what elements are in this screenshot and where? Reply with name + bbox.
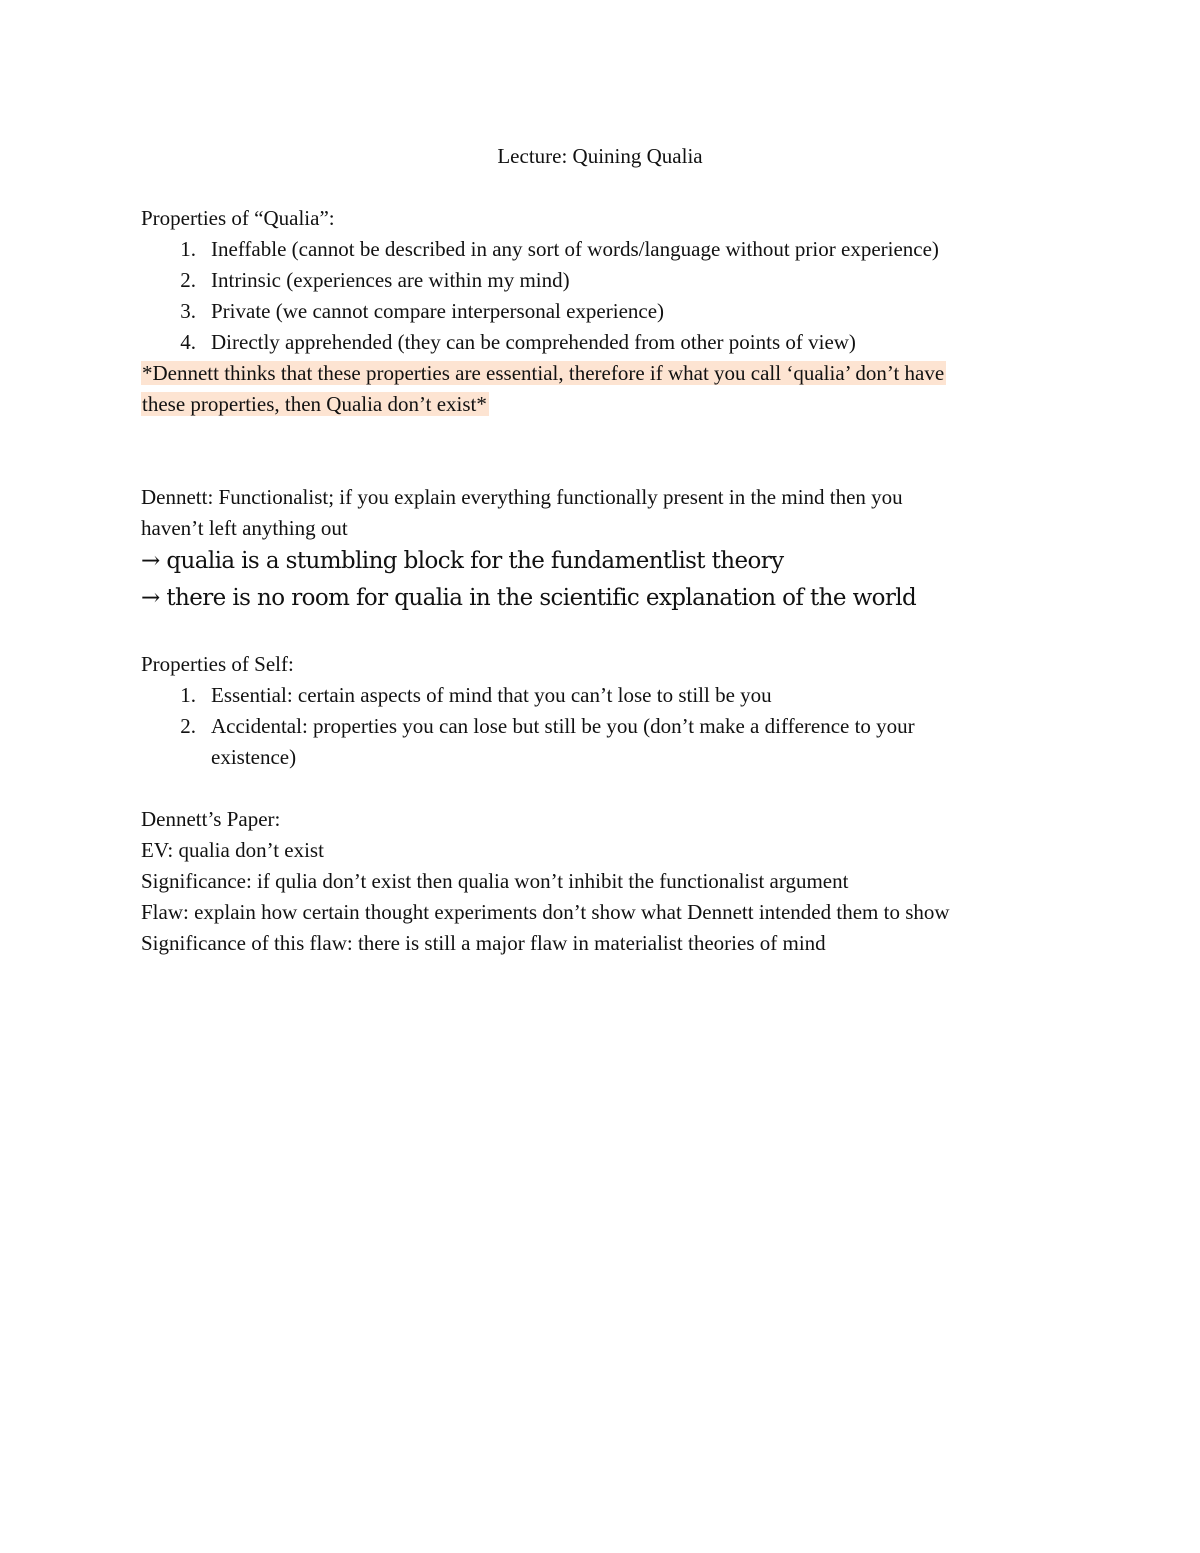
list-number: 3. [180, 299, 196, 323]
arrow-note-1: → qualia is a stumbling block for the fundamentlist theory [141, 548, 784, 574]
page-title: Lecture: Quining Qualia [497, 144, 703, 168]
functionalist-line-1: Dennett: Functionalist; if you explain everything functionally present in the mind then you [141, 485, 903, 509]
self-heading: Properties of Self: [141, 652, 294, 676]
paper-heading: Dennett’s Paper: [141, 807, 281, 831]
functionalist-line-2: haven’t left anything out [141, 516, 348, 540]
qualia-heading: Properties of “Qualia”: [141, 206, 335, 230]
list-number: 2. [180, 268, 196, 292]
highlighted-text: these properties, then Qualia don’t exist* [142, 392, 487, 416]
list-number: 1. [180, 683, 196, 707]
list-item-text: Ineffable (cannot be described in any sort of words/language without prior experience) [211, 237, 939, 261]
highlighted-text: *Dennett thinks that these properties are essential, therefore if what you call ‘qualia’ don’t have [142, 361, 945, 385]
arrow-note-2: → there is no room for qualia in the scientific explanation of the world [141, 585, 917, 611]
highlighted-note-line-2 [141, 389, 489, 420]
list-number: 2. [180, 714, 196, 738]
list-number: 1. [180, 237, 196, 261]
paper-line-flaw: Flaw: explain how certain thought experiments don’t show what Dennett intended them to show [141, 900, 950, 924]
list-item-text: Directly apprehended (they can be comprehended from other points of view) [211, 330, 856, 354]
list-item-text: Accidental: properties you can lose but still be you (don’t make a difference to your [211, 714, 915, 738]
list-item-text: Essential: certain aspects of mind that you can’t lose to still be you [211, 683, 772, 707]
list-item-text: Private (we cannot compare interpersonal experience) [211, 299, 665, 323]
paper-line-significance: Significance: if qulia don’t exist then qualia won’t inhibit the functionalist argument [141, 869, 849, 893]
list-item-text: Intrinsic (experiences are within my mind) [211, 268, 570, 292]
list-number: 4. [180, 330, 196, 354]
list-item-continuation: existence) [211, 745, 297, 769]
highlighted-note-line-1 [141, 358, 946, 389]
paper-line-ev: EV: qualia don’t exist [141, 838, 324, 862]
paper-line-flaw-significance: Significance of this flaw: there is still a major flaw in materialist theories of mind [141, 931, 826, 955]
